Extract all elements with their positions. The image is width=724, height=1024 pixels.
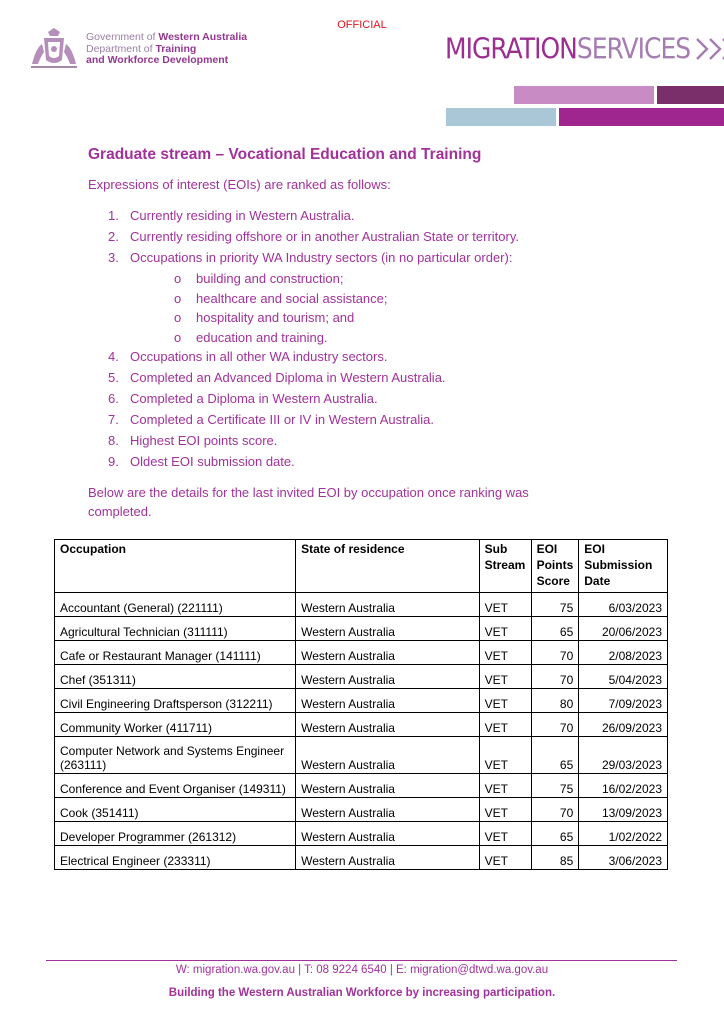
cell-date: 3/06/2023 bbox=[579, 846, 668, 870]
list-item bbox=[88, 206, 519, 227]
cell-state: Western Australia bbox=[296, 822, 479, 846]
cell-date: 1/02/2022 bbox=[579, 822, 668, 846]
cell-date: 7/09/2023 bbox=[579, 689, 668, 713]
cell-points: 65 bbox=[531, 737, 579, 774]
list-item bbox=[88, 248, 519, 269]
sector-item bbox=[88, 269, 519, 289]
cell-state: Western Australia bbox=[296, 665, 479, 689]
sector-text: healthcare and social assistance; bbox=[196, 290, 388, 306]
item-number: 7. bbox=[108, 412, 119, 427]
item-text: Completed a Diploma in Western Australia. bbox=[130, 391, 378, 406]
decor-bar-light-purple bbox=[514, 86, 654, 104]
item-number: 1. bbox=[108, 208, 119, 223]
cell-state: Western Australia bbox=[296, 713, 479, 737]
bullet-icon: o bbox=[174, 310, 182, 325]
table-header-row bbox=[55, 540, 668, 593]
gov-line3: and Workforce Development bbox=[86, 54, 229, 66]
cell-stream: VET bbox=[479, 689, 531, 713]
table-row bbox=[55, 822, 668, 846]
migration-services-logo bbox=[445, 31, 724, 66]
cell-occupation: Cafe or Restaurant Manager (141111) bbox=[55, 641, 296, 665]
cell-occupation: Cook (351411) bbox=[55, 798, 296, 822]
cell-stream: VET bbox=[479, 774, 531, 798]
cell-occupation: Conference and Event Organiser (149311) bbox=[55, 774, 296, 798]
list-item bbox=[88, 368, 519, 389]
cell-points: 65 bbox=[531, 822, 579, 846]
table-row bbox=[55, 689, 668, 713]
cell-stream: VET bbox=[479, 713, 531, 737]
cell-state: Western Australia bbox=[296, 689, 479, 713]
cell-points: 75 bbox=[531, 774, 579, 798]
cell-occupation: Agricultural Technician (311111) bbox=[55, 617, 296, 641]
cell-date: 20/06/2023 bbox=[579, 617, 668, 641]
gov-line1-prefix: Government of bbox=[86, 31, 159, 43]
cell-date: 5/04/2023 bbox=[579, 665, 668, 689]
footer-contact: W: migration.wa.gov.au | T: 08 9224 6540 | E: migration@dtwd.wa.gov.au bbox=[175, 964, 549, 976]
wa-crest-icon bbox=[28, 26, 80, 70]
item-number: 9. bbox=[108, 454, 119, 469]
cell-state: Western Australia bbox=[296, 593, 479, 617]
cell-occupation: Community Worker (411711) bbox=[55, 713, 296, 737]
column-header-state: State of residence bbox=[296, 540, 479, 593]
table-row bbox=[55, 798, 668, 822]
bullet-icon: o bbox=[174, 271, 182, 286]
cell-occupation: Developer Programmer (261312) bbox=[55, 822, 296, 846]
cell-state: Western Australia bbox=[296, 641, 479, 665]
sector-item bbox=[88, 328, 519, 348]
column-header-points: EOI Points Score bbox=[531, 540, 579, 593]
column-header-sub-stream: Sub Stream bbox=[479, 540, 531, 593]
ranking-criteria-list bbox=[88, 206, 519, 473]
list-item bbox=[88, 452, 519, 473]
cell-stream: VET bbox=[479, 617, 531, 641]
sector-text: hospitality and tourism; and bbox=[196, 310, 355, 325]
logo-secondary-text: SERVICES bbox=[576, 31, 691, 66]
cell-stream: VET bbox=[479, 593, 531, 617]
cell-stream: VET bbox=[479, 798, 531, 822]
intro-text: Expressions of interest (EOIs) are ranked as follows: bbox=[88, 177, 391, 192]
item-text: Oldest EOI submission date. bbox=[130, 454, 295, 469]
sector-text: education and training. bbox=[196, 329, 328, 345]
cell-state: Western Australia bbox=[296, 617, 479, 641]
bullet-icon: o bbox=[174, 329, 182, 345]
logo-wordmark bbox=[445, 32, 690, 65]
bullet-icon: o bbox=[174, 290, 182, 306]
cell-occupation: Electrical Engineer (233311) bbox=[55, 846, 296, 870]
table-row bbox=[55, 641, 668, 665]
priority-sectors-list bbox=[88, 269, 519, 347]
cell-state: Western Australia bbox=[296, 846, 479, 870]
cell-points: 65 bbox=[531, 617, 579, 641]
cell-points: 70 bbox=[531, 665, 579, 689]
cell-stream: VET bbox=[479, 665, 531, 689]
table-row bbox=[55, 774, 668, 798]
cell-occupation: Computer Network and Systems Engineer (263111) bbox=[55, 737, 296, 774]
footer-divider bbox=[46, 960, 677, 961]
item-text: Highest EOI points score. bbox=[130, 433, 278, 448]
cell-occupation: Chef (351311) bbox=[55, 665, 296, 689]
item-number: 6. bbox=[108, 391, 119, 406]
table-row bbox=[55, 846, 668, 870]
chevrons-icon bbox=[694, 36, 724, 62]
cell-stream: VET bbox=[479, 737, 531, 774]
list-item bbox=[88, 410, 519, 431]
table-row bbox=[55, 617, 668, 641]
cell-state: Western Australia bbox=[296, 798, 479, 822]
item-text: Completed a Certificate III or IV in Western Australia. bbox=[130, 412, 434, 427]
gov-line1-bold: Western Australia bbox=[158, 31, 248, 43]
item-number: 5. bbox=[108, 370, 119, 385]
cell-points: 70 bbox=[531, 798, 579, 822]
decor-bar-magenta bbox=[559, 108, 724, 126]
cell-occupation: Civil Engineering Draftsperson (312211) bbox=[55, 689, 296, 713]
item-text: Completed an Advanced Diploma in Western Australia. bbox=[130, 370, 446, 385]
list-item bbox=[88, 389, 519, 410]
cell-date: 16/02/2023 bbox=[579, 774, 668, 798]
item-text: Occupations in all other WA industry sectors. bbox=[130, 349, 388, 364]
government-name bbox=[86, 32, 247, 67]
table-row bbox=[55, 665, 668, 689]
cell-date: 29/03/2023 bbox=[579, 737, 668, 774]
cell-points: 85 bbox=[531, 846, 579, 870]
decor-bar-light-blue bbox=[446, 108, 556, 126]
cell-state: Western Australia bbox=[296, 774, 479, 798]
footer-tagline: Building the Western Australian Workforce by increasing participation. bbox=[168, 987, 556, 999]
table-row bbox=[55, 593, 668, 617]
cell-date: 26/09/2023 bbox=[579, 713, 668, 737]
cell-points: 70 bbox=[531, 713, 579, 737]
column-header-date: EOI Submission Date bbox=[579, 540, 668, 593]
column-header-occupation: Occupation bbox=[55, 540, 296, 593]
item-text: Occupations in priority WA Industry sectors (in no particular order): bbox=[130, 250, 513, 265]
table-row bbox=[55, 737, 668, 774]
cell-points: 75 bbox=[531, 593, 579, 617]
item-text: Currently residing in Western Australia. bbox=[130, 208, 355, 223]
list-item bbox=[88, 227, 519, 248]
gov-line2-prefix: Department of bbox=[86, 42, 156, 55]
item-number: 8. bbox=[108, 433, 119, 448]
item-number: 3. bbox=[108, 250, 119, 265]
cell-stream: VET bbox=[479, 641, 531, 665]
cell-date: 13/09/2023 bbox=[579, 798, 668, 822]
cell-stream: VET bbox=[479, 822, 531, 846]
item-number: 2. bbox=[108, 229, 119, 244]
table-row bbox=[55, 713, 668, 737]
cell-points: 80 bbox=[531, 689, 579, 713]
cell-occupation: Accountant (General) (221111) bbox=[55, 593, 296, 617]
cell-stream: VET bbox=[479, 846, 531, 870]
logo-main-text: MIGRATION bbox=[445, 31, 577, 66]
sector-item bbox=[88, 289, 519, 309]
sector-item bbox=[88, 308, 519, 328]
list-item bbox=[88, 431, 519, 452]
cell-date: 2/08/2023 bbox=[579, 641, 668, 665]
page-title: Graduate stream – Vocational Education and Training bbox=[88, 146, 482, 163]
item-number: 4. bbox=[108, 349, 119, 364]
sector-text: building and construction; bbox=[196, 271, 344, 286]
cell-state: Western Australia bbox=[296, 737, 479, 774]
cell-points: 70 bbox=[531, 641, 579, 665]
last-invited-eoi-table bbox=[54, 539, 668, 870]
sector-sublist-wrapper bbox=[88, 269, 519, 347]
list-item bbox=[88, 347, 519, 368]
government-logo bbox=[28, 26, 278, 72]
table-intro-text: Below are the details for the last invited EOI by occupation once ranking was completed. bbox=[88, 485, 529, 519]
cell-date: 6/03/2023 bbox=[579, 593, 668, 617]
classification-label: OFFICIAL bbox=[337, 19, 387, 31]
gov-line2-bold: Training bbox=[155, 42, 197, 55]
decor-bar-dark-purple bbox=[657, 86, 724, 104]
item-text: Currently residing offshore or in another Australian State or territory. bbox=[130, 229, 519, 244]
